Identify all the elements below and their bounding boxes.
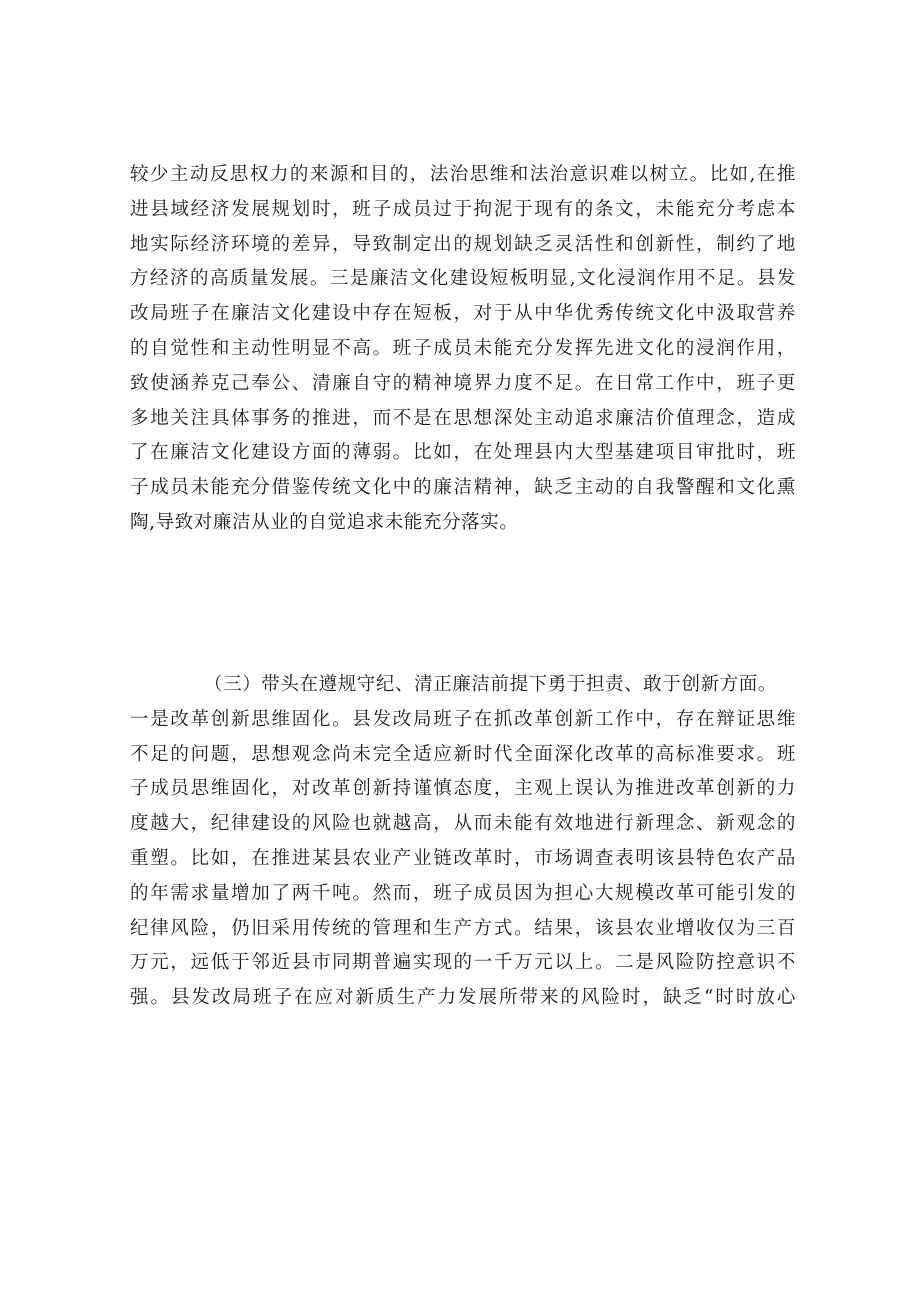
text-line: 一是改革创新思维固化。县发改局班子在抓改革创新工作中，存在辩证思维 <box>130 708 796 730</box>
text-line: 子成员未能充分借鉴传统文化中的廉洁精神，缺乏主动的自我警醒和文化熏 <box>130 477 796 499</box>
text-line: 万元，远低于邻近县市同期普遍实现的一千万元以上。二是风险防控意识不 <box>130 952 796 974</box>
text-line: 进县域经济发展规划时，班子成员过于拘泥于现有的条文，未能充分考虑本 <box>130 198 796 220</box>
paragraph-2 <box>130 668 796 1016</box>
text-line: 度越大，纪律建设的风险也就越高，从而未能有效地进行新理念、新观念的 <box>130 813 796 835</box>
text-line: 陶,导致对廉洁从业的自觉追求未能充分落实。 <box>130 511 519 533</box>
text-line: 重塑。比如，在推进某县农业产业链改革时，市场调查表明该县特色农产品 <box>130 847 796 869</box>
text-line: 纪律风险，仍旧采用传统的管理和生产方式。结果，该县农业增收仅为三百 <box>130 917 796 939</box>
text-line: 强。县发改局班子在应对新质生产力发展所带来的风险时，缺乏“时时放心 <box>130 987 796 1009</box>
section-heading-line: （三）带头在遵规守纪、清正廉洁前提下勇于担责、敢于创新方面。 <box>204 674 778 695</box>
text-line: 较少主动反思权力的来源和目的，法治思维和法治意识难以树立。比如,在推 <box>130 164 796 185</box>
text-line: 不足的问题，思想观念尚未完全适应新时代全面深化改革的高标准要求。班 <box>130 743 796 765</box>
text-line: 致使涵养克己奉公、清廉自守的精神境界力度不足。在日常工作中，班子更 <box>130 372 796 394</box>
paragraph-1 <box>130 158 796 541</box>
text-line: 改局班子在廉洁文化建设中存在短板，对于从中华优秀传统文化中汲取营养 <box>130 303 796 325</box>
text-line: 了在廉洁文化建设方面的薄弱。比如，在处理县内大型基建项目审批时，班 <box>130 442 796 464</box>
text-line: 多地关注具体事务的推进，而不是在思想深处主动追求廉洁价值理念，造成 <box>130 407 796 429</box>
text-line: 地实际经济环境的差异，导致制定出的规划缺乏灵活性和创新性，制约了地 <box>130 233 796 255</box>
text-line: 方经济的高质量发展。三是廉洁文化建设短板明显,文化浸润作用不足。县发 <box>130 268 796 290</box>
text-line: 子成员思维固化，对改革创新持谨慎态度，主观上误认为推进改革创新的力 <box>130 778 796 800</box>
text-line: 的自觉性和主动性明显不高。班子成员未能充分发挥先进文化的浸润作用， <box>130 337 796 359</box>
text-line: 的年需求量增加了两千吨。然而，班子成员因为担心大规模改革可能引发的 <box>130 882 796 904</box>
